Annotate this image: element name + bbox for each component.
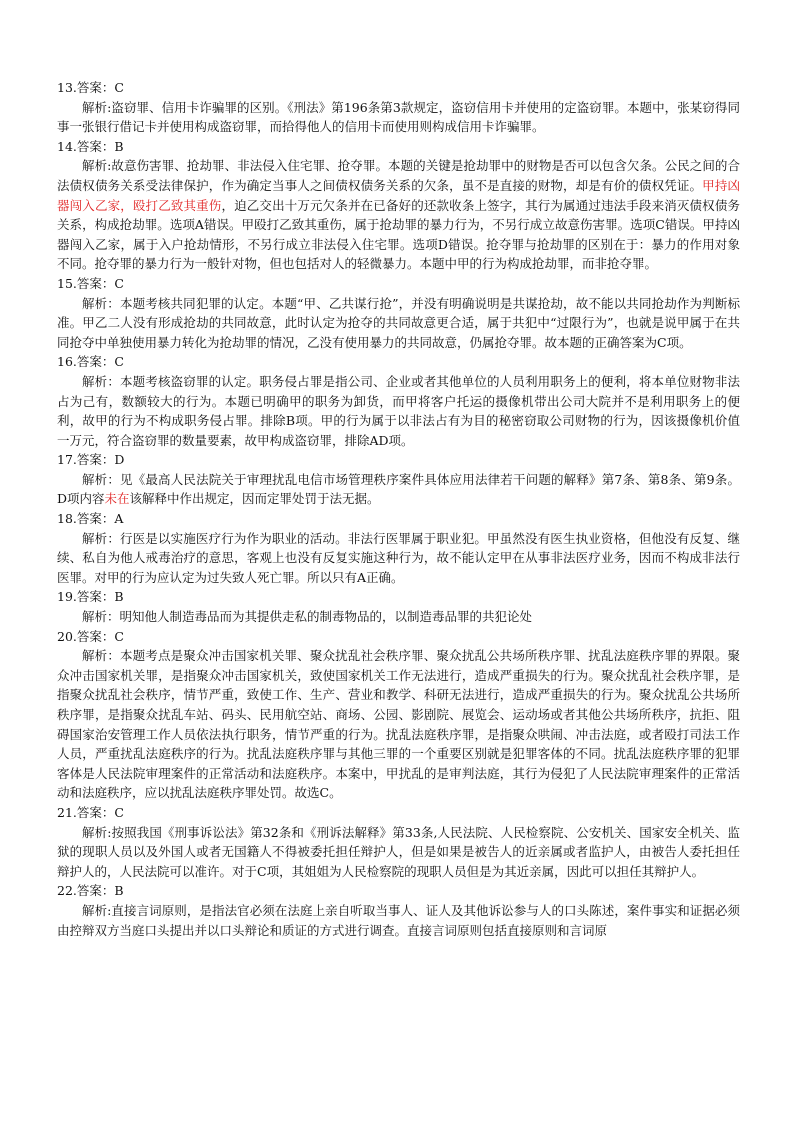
answer-block xyxy=(57,137,740,274)
answer-line: 19.答案：B xyxy=(57,589,124,605)
answer-line: 21.答案：C xyxy=(57,804,124,820)
explanation-paragraph xyxy=(57,529,740,588)
explanation-paragraph xyxy=(57,823,740,882)
explanation-text: 解析:直接言词原则，是指法官必须在法庭上亲自听取当事人、证人及其他诉讼参与人的口头陈述，案件事实和证据必须由控辩双方当庭口头提出并以口头辩论和质证的方式进行调查。直接言词原则包括直接原则和言词原 xyxy=(57,902,740,938)
answer-block xyxy=(57,881,740,940)
explanation-text: ，迫乙交出十万元欠条并在已备好的还款收条上签字，其行为属通过违法手段来消灭债权债务关系，构成抢劫罪。选项A错误。甲殴打乙致其重伤，属于抢劫罪的暴力行为，不另行成立故意伤害罪。选项C错误。甲持凶器闯入乙家，属于入户抢劫情形，不另行成立非法侵入住宅罪。选项D错误。抢夺罪与抢劫罪的区别在于：暴力的作用对象不同。抢夺罪的暴力行为一般针对物，但也包括对人的轻微暴力。本题中甲的行为构成抢劫罪，而非抢夺罪。 xyxy=(57,197,740,272)
explanation-paragraph xyxy=(57,372,740,450)
explanation-text: 解析：见《最高人民法院关于审理扰乱电信市场管理秩序案件具体应用法律若干问题的解释》第7条、第8条、第9条。D项内容 xyxy=(57,471,740,507)
answer-block xyxy=(57,627,740,803)
explanation-paragraph xyxy=(57,646,740,803)
answer-block xyxy=(57,450,740,509)
explanation-text: 该解释中作出规定，因而定罪处罚于法无据。 xyxy=(129,491,380,507)
answer-line: 17.答案：D xyxy=(57,452,125,468)
highlighted-text: 甲持凶器闯入乙家，殴打乙致其重伤 xyxy=(57,177,740,213)
explanation-paragraph xyxy=(57,901,740,940)
explanation-paragraph xyxy=(57,470,740,509)
explanation-paragraph xyxy=(57,98,740,137)
answer-block xyxy=(57,803,740,881)
explanation-paragraph xyxy=(57,607,740,627)
answer-line: 22.答案：B xyxy=(57,883,124,899)
answer-block xyxy=(57,509,740,587)
explanation-text: 解析：明知他人制造毒品而为其提供走私的制毒物品的，以制造毒品罪的共犯论处 xyxy=(82,609,533,625)
explanation-text: 解析：行医是以实施医疗行为作为职业的活动。非法行医罪属于职业犯。甲虽然没有医生执业资格，但他没有反复、继续、私自为他人戒毒治疗的意思，客观上也没有反复实施这种行为，故不能认定甲在从事非法医疗业务，因而不构成非法行医罪。对甲的行为应认定为过失致人死亡罪。所以只有A正确。 xyxy=(57,530,740,585)
answer-line: 13.答案：C xyxy=(57,80,124,95)
explanation-text: 解析：本题考点是聚众冲击国家机关罪、聚众扰乱社会秩序罪、聚众扰乱公共场所秩序罪、扰乱法庭秩序罪的界限。聚众冲击国家机关罪，是指聚众冲击国家机关，致使国家机关工作无法进行，造成严重损失的行为。聚众扰乱社会秩序罪，是指聚众扰乱社会秩序，情节严重，致使工作、生产、营业和教学、科研无法进行，造成严重损失的行为。聚众扰乱公共场所秩序罪，是指聚众扰乱车站、码头、民用航空站、商场、公园、影剧院、展览会、运动场或者其他公共场所秩序，抗拒、阻碍国家治安管理工作人员依法执行职务，情节严重的行为。扰乱法庭秩序罪，是指聚众哄闹、冲击法庭，或者殴打司法工作人员，严重扰乱法庭秩序的行为。扰乱法庭秩序罪与其他三罪的一个重要区别就是犯罪客体的不同。扰乱法庭秩序罪的犯罪客体是人民法院审理案件的正常活动和法庭秩序。本案中，甲扰乱的是审判法庭，其行为侵犯了人民法院审理案件的正常活动和法庭秩序，应以扰乱法庭秩序罪处罚。故选C。 xyxy=(57,648,740,801)
explanation-text: 解析：本题考核盗窃罪的认定。职务侵占罪是指公司、企业或者其他单位的人员利用职务上的便利，将本单位财物非法占为己有，数额较大的行为。本题已明确甲的职务为卸货，而甲将客户托运的摄像机带出公司大院并不是利用职务上的便利，故甲的行为不构成职务侵占罪。排除B项。甲的行为属于以非法占有为目的秘密窃取公司财物的行为，因该摄像机价值一万元，符合盗窃罪的数量要素，故甲构成盗窃罪，排除AD项。 xyxy=(57,373,740,448)
explanation-text: 解析:盗窃罪、信用卡诈骗罪的区别。《刑法》第196条第3款规定，盗窃信用卡并使用的定盗窃罪。本题中，张某窃得同事一张银行借记卡并使用构成盗窃罪，而拾得他人的信用卡而使用则构成信用卡诈骗罪。 xyxy=(57,99,740,135)
explanation-text: 解析：本题考核共同犯罪的认定。本题“甲、乙共谋行抢”，并没有明确说明是共谋抢劫，故不能以共同抢劫作为判断标准。甲乙二人没有形成抢劫的共同故意，此时认定为抢夺的共同故意更合适，属于共犯中“过限行为”，也就是说甲属于在共同抢夺中单独使用暴力转化为抢劫罪的情况，乙没有使用暴力的共同故意，仍属抢夺罪。故本题的正确答案为C项。 xyxy=(57,295,740,350)
document-page xyxy=(57,78,740,940)
answer-line: 20.答案：C xyxy=(57,628,124,644)
explanation-text: 解析:按照我国《刑事诉讼法》第32条和《刑诉法解释》第33条,人民法院、人民检察院、公安机关、国家安全机关、监狱的现职人员以及外国人或者无国籍人不得被委托担任辩护人，但是如果是被告人的近亲属或者监护人，由被告人委托担任辩护人的，人民法院可以准许。对于C项，其姐姐为人民检察院的现职人员但是为其近亲属，因此可以担任其辩护人。 xyxy=(57,824,740,879)
highlighted-text: 未在 xyxy=(104,491,130,507)
answer-block xyxy=(57,78,740,137)
answer-line: 18.答案：A xyxy=(57,511,124,527)
explanation-paragraph xyxy=(57,294,740,353)
answer-block xyxy=(57,352,740,450)
answer-line: 14.答案：B xyxy=(57,138,124,154)
answer-line: 15.答案：C xyxy=(57,275,124,291)
answer-block xyxy=(57,587,740,626)
answer-block xyxy=(57,274,740,352)
explanation-text: 解析:故意伤害罪、抢劫罪、非法侵入住宅罪、抢夺罪。本题的关键是抢劫罪中的财物是否可以包含欠条。公民之间的合法债权债务关系受法律保护，作为确定当事人之间债权债务关系的欠条，虽不是直接的财物，却是有价的债权凭证。 xyxy=(57,158,740,193)
answer-list xyxy=(57,78,740,940)
explanation-paragraph xyxy=(57,156,740,274)
answer-line: 16.答案：C xyxy=(57,354,124,370)
